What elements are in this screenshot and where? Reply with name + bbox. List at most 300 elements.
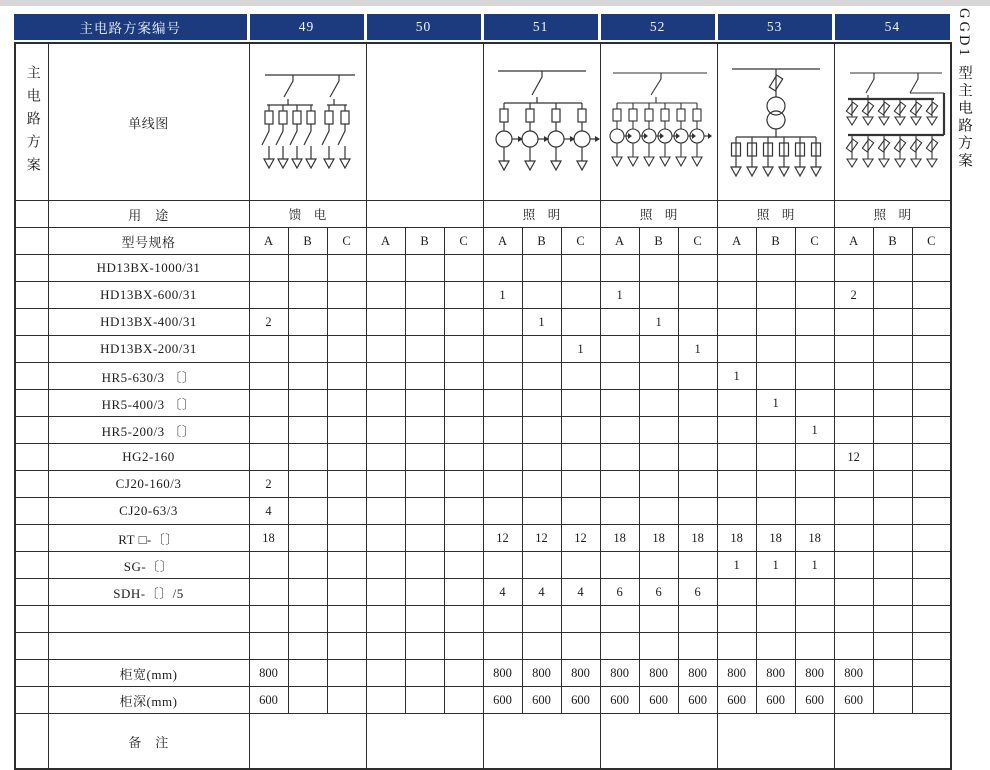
value-cell-49A: 2 bbox=[249, 309, 288, 336]
value-cell-52C bbox=[678, 255, 717, 282]
value-cell-52B bbox=[639, 444, 678, 471]
value-cell-49C bbox=[327, 336, 366, 363]
value-cell-50A bbox=[366, 687, 405, 714]
value-cell-52B bbox=[639, 606, 678, 633]
phase-header-52B: B bbox=[639, 228, 678, 255]
value-cell-50C bbox=[444, 255, 483, 282]
value-cell-51A: 600 bbox=[483, 687, 522, 714]
value-cell-50A bbox=[366, 390, 405, 417]
table-row bbox=[15, 417, 951, 444]
value-cell-49B bbox=[288, 390, 327, 417]
value-cell-52C bbox=[678, 363, 717, 390]
value-cell-54C bbox=[912, 336, 951, 363]
phase-header-54A: A bbox=[834, 228, 873, 255]
value-cell-49B bbox=[288, 687, 327, 714]
value-cell-49A bbox=[249, 552, 288, 579]
value-cell-49B bbox=[288, 444, 327, 471]
value-cell-53B bbox=[756, 255, 795, 282]
value-cell-53B: 1 bbox=[756, 552, 795, 579]
value-cell-49B bbox=[288, 417, 327, 444]
value-cell-52B bbox=[639, 282, 678, 309]
value-cell-50A bbox=[366, 633, 405, 660]
value-cell-52B: 800 bbox=[639, 660, 678, 687]
single-line-diagram-49 bbox=[252, 47, 367, 197]
value-cell-51B bbox=[522, 282, 561, 309]
left-gutter-cell bbox=[15, 633, 48, 660]
row-label: HD13BX-400/31 bbox=[48, 309, 249, 336]
value-cell-49C bbox=[327, 498, 366, 525]
value-cell-50C bbox=[444, 552, 483, 579]
value-cell-52A bbox=[600, 417, 639, 444]
value-cell-54C bbox=[912, 417, 951, 444]
value-cell-53B: 600 bbox=[756, 687, 795, 714]
value-cell-49C bbox=[327, 552, 366, 579]
value-cell-49A bbox=[249, 363, 288, 390]
table-row bbox=[15, 471, 951, 498]
value-cell-54B bbox=[873, 660, 912, 687]
value-cell-51B bbox=[522, 255, 561, 282]
value-cell-53A: 1 bbox=[717, 552, 756, 579]
value-cell-54A: 12 bbox=[834, 444, 873, 471]
value-cell-52A bbox=[600, 336, 639, 363]
remark-cell-49 bbox=[249, 714, 366, 770]
value-cell-52A bbox=[600, 363, 639, 390]
remark-cell-50 bbox=[366, 714, 483, 770]
value-cell-54C bbox=[912, 444, 951, 471]
diagram-cell-51 bbox=[483, 43, 600, 201]
value-cell-53C bbox=[795, 309, 834, 336]
value-cell-49A bbox=[249, 417, 288, 444]
value-cell-51B bbox=[522, 336, 561, 363]
left-gutter-cell bbox=[15, 552, 48, 579]
value-cell-54B bbox=[873, 390, 912, 417]
value-cell-50B bbox=[405, 363, 444, 390]
value-cell-53A bbox=[717, 390, 756, 417]
value-cell-50A bbox=[366, 255, 405, 282]
value-cell-53A bbox=[717, 255, 756, 282]
value-cell-51C: 4 bbox=[561, 579, 600, 606]
value-cell-53B bbox=[756, 633, 795, 660]
value-cell-51B bbox=[522, 444, 561, 471]
value-cell-54B bbox=[873, 498, 912, 525]
value-cell-53B: 800 bbox=[756, 660, 795, 687]
single-line-diagram-54 bbox=[837, 47, 951, 197]
value-cell-54A: 2 bbox=[834, 282, 873, 309]
value-cell-52C bbox=[678, 633, 717, 660]
value-cell-53C: 18 bbox=[795, 525, 834, 552]
remark-cell-53 bbox=[717, 714, 834, 770]
value-cell-51B: 4 bbox=[522, 579, 561, 606]
usage-cell-53: 照 明 bbox=[717, 201, 834, 228]
value-cell-49A: 800 bbox=[249, 660, 288, 687]
value-cell-51A: 4 bbox=[483, 579, 522, 606]
value-cell-53A: 800 bbox=[717, 660, 756, 687]
value-cell-53C: 600 bbox=[795, 687, 834, 714]
page bbox=[14, 14, 952, 770]
value-cell-50C bbox=[444, 471, 483, 498]
value-cell-52B: 1 bbox=[639, 309, 678, 336]
value-cell-54A bbox=[834, 606, 873, 633]
scheme-number-50: 50 bbox=[365, 14, 482, 40]
value-cell-51C bbox=[561, 282, 600, 309]
value-cell-51A bbox=[483, 309, 522, 336]
value-cell-53A bbox=[717, 606, 756, 633]
value-cell-50C bbox=[444, 390, 483, 417]
value-cell-51C bbox=[561, 255, 600, 282]
value-cell-53A: 18 bbox=[717, 525, 756, 552]
value-cell-49A: 600 bbox=[249, 687, 288, 714]
value-cell-51C bbox=[561, 471, 600, 498]
value-cell-51C bbox=[561, 606, 600, 633]
value-cell-51A bbox=[483, 471, 522, 498]
value-cell-54B bbox=[873, 309, 912, 336]
value-cell-54A bbox=[834, 363, 873, 390]
value-cell-54B bbox=[873, 282, 912, 309]
value-cell-52C bbox=[678, 606, 717, 633]
table-row bbox=[15, 552, 951, 579]
spec-row-label: 型号规格 bbox=[48, 228, 249, 255]
value-cell-51A bbox=[483, 336, 522, 363]
value-cell-53C: 800 bbox=[795, 660, 834, 687]
diagram-row-label: 单线图 bbox=[48, 43, 249, 201]
value-cell-52A bbox=[600, 498, 639, 525]
value-cell-53C bbox=[795, 579, 834, 606]
value-cell-50A bbox=[366, 336, 405, 363]
scheme-number-49: 49 bbox=[248, 14, 365, 40]
left-gutter-cell bbox=[15, 201, 48, 228]
spec-header-row bbox=[15, 228, 951, 255]
phase-header-49A: A bbox=[249, 228, 288, 255]
value-cell-49B bbox=[288, 579, 327, 606]
value-cell-54A bbox=[834, 471, 873, 498]
phase-header-50C: C bbox=[444, 228, 483, 255]
value-cell-53B: 18 bbox=[756, 525, 795, 552]
value-cell-49C bbox=[327, 363, 366, 390]
row-label: RT □-〔〕 bbox=[48, 525, 249, 552]
value-cell-54A bbox=[834, 390, 873, 417]
header-band bbox=[14, 14, 950, 40]
value-cell-52B bbox=[639, 498, 678, 525]
value-cell-49B bbox=[288, 552, 327, 579]
value-cell-52A: 600 bbox=[600, 687, 639, 714]
value-cell-52B bbox=[639, 633, 678, 660]
value-cell-49B bbox=[288, 309, 327, 336]
value-cell-54C bbox=[912, 552, 951, 579]
value-cell-54A bbox=[834, 552, 873, 579]
value-cell-50A bbox=[366, 660, 405, 687]
left-gutter-cell bbox=[15, 444, 48, 471]
diagram-cell-54 bbox=[834, 43, 951, 201]
left-gutter-cell bbox=[15, 390, 48, 417]
value-cell-49C bbox=[327, 687, 366, 714]
value-cell-54A bbox=[834, 579, 873, 606]
value-cell-51C bbox=[561, 444, 600, 471]
single-line-diagram-51 bbox=[486, 47, 601, 197]
value-cell-53A: 1 bbox=[717, 363, 756, 390]
value-cell-54B bbox=[873, 255, 912, 282]
value-cell-53B bbox=[756, 336, 795, 363]
value-cell-49A bbox=[249, 336, 288, 363]
value-cell-52A bbox=[600, 633, 639, 660]
table-row bbox=[15, 579, 951, 606]
value-cell-52A bbox=[600, 309, 639, 336]
row-label: HR5-400/3 〔〕 bbox=[48, 390, 249, 417]
value-cell-49C bbox=[327, 660, 366, 687]
value-cell-51A bbox=[483, 255, 522, 282]
row-label: 柜宽(mm) bbox=[48, 660, 249, 687]
value-cell-51B bbox=[522, 552, 561, 579]
left-gutter-cell bbox=[15, 660, 48, 687]
value-cell-51B bbox=[522, 417, 561, 444]
value-cell-49B bbox=[288, 633, 327, 660]
value-cell-53C bbox=[795, 471, 834, 498]
value-cell-49B bbox=[288, 282, 327, 309]
value-cell-51C bbox=[561, 498, 600, 525]
row-label: HR5-200/3 〔〕 bbox=[48, 417, 249, 444]
remark-cell-54 bbox=[834, 714, 951, 770]
value-cell-52C bbox=[678, 309, 717, 336]
remark-cell-52 bbox=[600, 714, 717, 770]
phase-header-51B: B bbox=[522, 228, 561, 255]
row-label: SG-〔〕 bbox=[48, 552, 249, 579]
value-cell-51B bbox=[522, 633, 561, 660]
value-cell-52C: 600 bbox=[678, 687, 717, 714]
value-cell-49A: 2 bbox=[249, 471, 288, 498]
left-gutter-cell bbox=[15, 417, 48, 444]
scheme-number-54: 54 bbox=[833, 14, 950, 40]
value-cell-54C bbox=[912, 390, 951, 417]
diagram-cell-50 bbox=[366, 43, 483, 201]
value-cell-53C bbox=[795, 282, 834, 309]
table-row bbox=[15, 498, 951, 525]
value-cell-53A bbox=[717, 417, 756, 444]
value-cell-50B bbox=[405, 525, 444, 552]
phase-header-54B: B bbox=[873, 228, 912, 255]
value-cell-49B bbox=[288, 363, 327, 390]
value-cell-50C bbox=[444, 579, 483, 606]
value-cell-54B bbox=[873, 687, 912, 714]
value-cell-50C bbox=[444, 282, 483, 309]
value-cell-53C bbox=[795, 363, 834, 390]
value-cell-52A: 800 bbox=[600, 660, 639, 687]
value-cell-50B bbox=[405, 417, 444, 444]
phase-header-54C: C bbox=[912, 228, 951, 255]
value-cell-51A bbox=[483, 390, 522, 417]
value-cell-53B bbox=[756, 417, 795, 444]
value-cell-54C bbox=[912, 687, 951, 714]
value-cell-52B bbox=[639, 363, 678, 390]
value-cell-53C bbox=[795, 498, 834, 525]
value-cell-51C: 800 bbox=[561, 660, 600, 687]
value-cell-50C bbox=[444, 687, 483, 714]
value-cell-50C bbox=[444, 633, 483, 660]
left-gutter-cell bbox=[15, 471, 48, 498]
usage-cell-54: 照 明 bbox=[834, 201, 951, 228]
value-cell-50C bbox=[444, 417, 483, 444]
remark-row bbox=[15, 714, 951, 770]
remark-row-label: 备 注 bbox=[48, 714, 249, 770]
value-cell-53C bbox=[795, 336, 834, 363]
value-cell-52A bbox=[600, 606, 639, 633]
value-cell-50B bbox=[405, 633, 444, 660]
value-cell-50A bbox=[366, 444, 405, 471]
value-cell-51A bbox=[483, 444, 522, 471]
header-title: 主电路方案编号 bbox=[14, 14, 248, 40]
value-cell-49C bbox=[327, 606, 366, 633]
value-cell-49B bbox=[288, 336, 327, 363]
row-label: HR5-630/3 〔〕 bbox=[48, 363, 249, 390]
header-row bbox=[14, 14, 950, 40]
value-cell-54B bbox=[873, 471, 912, 498]
row-label: CJ20-63/3 bbox=[48, 498, 249, 525]
value-cell-50A bbox=[366, 579, 405, 606]
value-cell-54C bbox=[912, 309, 951, 336]
value-cell-52B: 18 bbox=[639, 525, 678, 552]
diagram-cell-53 bbox=[717, 43, 834, 201]
value-cell-54A bbox=[834, 336, 873, 363]
value-cell-50B bbox=[405, 444, 444, 471]
row-label: HD13BX-1000/31 bbox=[48, 255, 249, 282]
value-cell-49B bbox=[288, 606, 327, 633]
value-cell-51C: 12 bbox=[561, 525, 600, 552]
value-cell-52C bbox=[678, 471, 717, 498]
value-cell-50C bbox=[444, 660, 483, 687]
table-row bbox=[15, 282, 951, 309]
value-cell-53A bbox=[717, 336, 756, 363]
value-cell-50C bbox=[444, 363, 483, 390]
value-cell-52C bbox=[678, 282, 717, 309]
value-cell-52C: 1 bbox=[678, 336, 717, 363]
value-cell-52C bbox=[678, 444, 717, 471]
value-cell-50B bbox=[405, 282, 444, 309]
value-cell-54C bbox=[912, 606, 951, 633]
value-cell-49C bbox=[327, 444, 366, 471]
value-cell-53C bbox=[795, 606, 834, 633]
value-cell-50B bbox=[405, 606, 444, 633]
value-cell-54B bbox=[873, 579, 912, 606]
value-cell-54C bbox=[912, 471, 951, 498]
row-label bbox=[48, 606, 249, 633]
value-cell-51A bbox=[483, 633, 522, 660]
left-gutter-cell bbox=[15, 363, 48, 390]
value-cell-51B bbox=[522, 363, 561, 390]
value-cell-54C bbox=[912, 363, 951, 390]
row-label bbox=[48, 633, 249, 660]
value-cell-51C bbox=[561, 390, 600, 417]
value-cell-51B: 12 bbox=[522, 525, 561, 552]
value-cell-51B: 1 bbox=[522, 309, 561, 336]
value-cell-51C bbox=[561, 363, 600, 390]
value-cell-52C: 18 bbox=[678, 525, 717, 552]
left-gutter-cell bbox=[15, 498, 48, 525]
scheme-number-52: 52 bbox=[599, 14, 716, 40]
remark-cell-51 bbox=[483, 714, 600, 770]
table-row bbox=[15, 525, 951, 552]
usage-cell-52: 照 明 bbox=[600, 201, 717, 228]
left-gutter-cell bbox=[15, 525, 48, 552]
value-cell-51A bbox=[483, 363, 522, 390]
value-cell-49B bbox=[288, 525, 327, 552]
value-cell-51A: 800 bbox=[483, 660, 522, 687]
value-cell-52B bbox=[639, 390, 678, 417]
value-cell-51A bbox=[483, 498, 522, 525]
value-cell-49C bbox=[327, 390, 366, 417]
value-cell-52B bbox=[639, 471, 678, 498]
value-cell-52C: 6 bbox=[678, 579, 717, 606]
usage-cell-49: 馈 电 bbox=[249, 201, 366, 228]
value-cell-49C bbox=[327, 255, 366, 282]
value-cell-53C: 1 bbox=[795, 552, 834, 579]
value-cell-52A bbox=[600, 471, 639, 498]
value-cell-50B bbox=[405, 336, 444, 363]
value-cell-50B bbox=[405, 390, 444, 417]
value-cell-51B bbox=[522, 606, 561, 633]
value-cell-49C bbox=[327, 282, 366, 309]
phase-header-50A: A bbox=[366, 228, 405, 255]
value-cell-54B bbox=[873, 525, 912, 552]
value-cell-53C bbox=[795, 444, 834, 471]
scheme-number-51: 51 bbox=[482, 14, 599, 40]
value-cell-53C bbox=[795, 633, 834, 660]
value-cell-51C: 600 bbox=[561, 687, 600, 714]
value-cell-54B bbox=[873, 417, 912, 444]
diagram-row bbox=[15, 43, 951, 201]
table-row bbox=[15, 687, 951, 714]
usage-cell-51: 照 明 bbox=[483, 201, 600, 228]
phase-header-49C: C bbox=[327, 228, 366, 255]
value-cell-50A bbox=[366, 498, 405, 525]
left-gutter-cell bbox=[15, 336, 48, 363]
value-cell-52C bbox=[678, 417, 717, 444]
left-column-label: 主电路方案 bbox=[24, 64, 40, 180]
usage-cell-50 bbox=[366, 201, 483, 228]
phase-header-53A: A bbox=[717, 228, 756, 255]
phase-header-52A: A bbox=[600, 228, 639, 255]
value-cell-49A bbox=[249, 579, 288, 606]
usage-row bbox=[15, 201, 951, 228]
value-cell-54C bbox=[912, 255, 951, 282]
value-cell-53A bbox=[717, 309, 756, 336]
value-cell-50A bbox=[366, 309, 405, 336]
value-cell-53B bbox=[756, 309, 795, 336]
diagram-cell-49 bbox=[249, 43, 366, 201]
table-row bbox=[15, 363, 951, 390]
value-cell-50B bbox=[405, 471, 444, 498]
row-label: HG2-160 bbox=[48, 444, 249, 471]
value-cell-54A bbox=[834, 633, 873, 660]
row-label: SDH-〔〕/5 bbox=[48, 579, 249, 606]
scheme-number-53: 53 bbox=[716, 14, 833, 40]
phase-header-52C: C bbox=[678, 228, 717, 255]
value-cell-49C bbox=[327, 417, 366, 444]
value-cell-49C bbox=[327, 471, 366, 498]
value-cell-53C: 1 bbox=[795, 417, 834, 444]
value-cell-51C bbox=[561, 552, 600, 579]
value-cell-54C bbox=[912, 498, 951, 525]
value-cell-53B: 1 bbox=[756, 390, 795, 417]
value-cell-51A: 1 bbox=[483, 282, 522, 309]
phase-header-49B: B bbox=[288, 228, 327, 255]
value-cell-54B bbox=[873, 606, 912, 633]
value-cell-54B bbox=[873, 363, 912, 390]
value-cell-52B bbox=[639, 255, 678, 282]
value-cell-53A bbox=[717, 633, 756, 660]
table-row bbox=[15, 255, 951, 282]
value-cell-50B bbox=[405, 498, 444, 525]
value-cell-50A bbox=[366, 282, 405, 309]
value-cell-52A bbox=[600, 390, 639, 417]
phase-header-51C: C bbox=[561, 228, 600, 255]
